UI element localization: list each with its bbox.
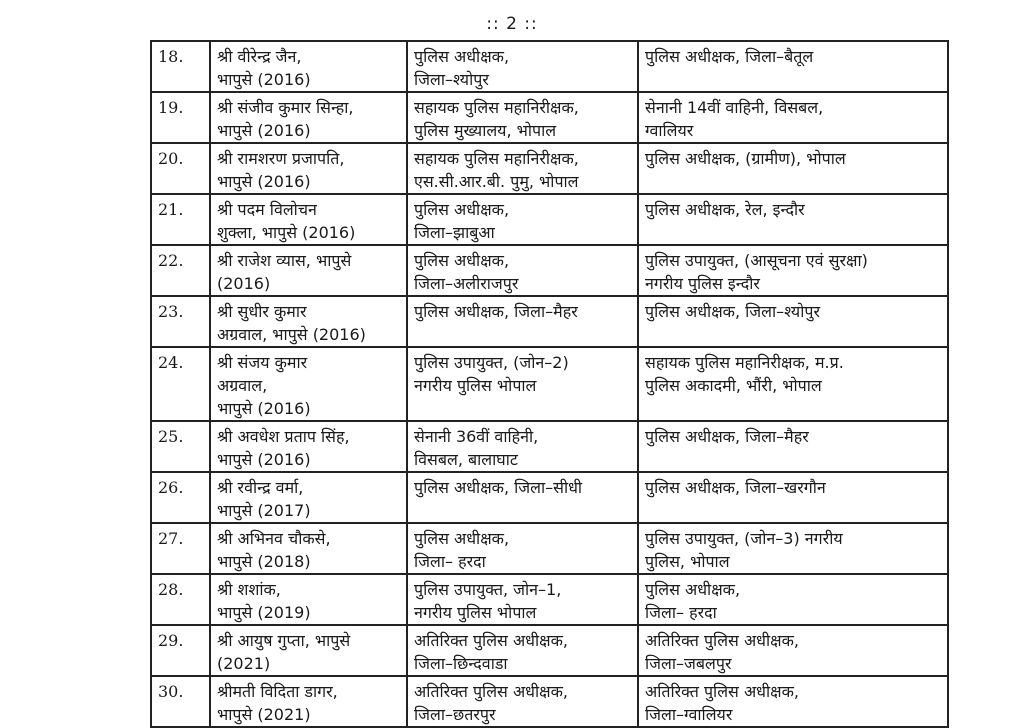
current-posting-cell bbox=[407, 143, 638, 194]
cell-line: सेनानी 36वीं वाहिनी, bbox=[414, 427, 539, 446]
table-row bbox=[151, 574, 948, 625]
cell-line: पुलिस अधीक्षक, जिला–सीधी bbox=[414, 478, 583, 497]
new-posting-cell bbox=[638, 347, 948, 421]
serial-number-cell: 21. bbox=[151, 194, 210, 245]
new-posting-cell bbox=[638, 421, 948, 472]
cell-line: श्री अवधेश प्रताप सिंह, bbox=[217, 427, 350, 446]
serial-number-cell: 20. bbox=[151, 143, 210, 194]
serial-number-cell: 30. bbox=[151, 676, 210, 727]
cell-line: पुलिस अधीक्षक, bbox=[414, 200, 510, 219]
cell-line: सहायक पुलिस महानिरीक्षक, म.प्र. bbox=[645, 353, 844, 372]
cell-line: श्री राजेश व्यास, भापुसे bbox=[217, 251, 352, 270]
cell-line: अग्रवाल, bbox=[217, 376, 268, 395]
cell-line: भापुसे (2016) bbox=[217, 450, 311, 469]
table-row bbox=[151, 676, 948, 727]
cell-line: पुलिस अधीक्षक, रेल, इन्दौर bbox=[645, 200, 805, 219]
cell-line: सहायक पुलिस महानिरीक्षक, bbox=[414, 98, 579, 117]
cell-line: जिला–जबलपुर bbox=[645, 654, 732, 673]
cell-line: शुक्ला, भापुसे (2016) bbox=[217, 223, 356, 242]
cell-line: पुलिस मुख्यालय, भोपाल bbox=[414, 121, 557, 140]
cell-line: पुलिस अधीक्षक, bbox=[414, 47, 510, 66]
officer-name-cell bbox=[210, 472, 407, 523]
serial-number-cell: 25. bbox=[151, 421, 210, 472]
cell-line: अतिरिक्त पुलिस अधीक्षक, bbox=[645, 682, 799, 701]
current-posting-cell bbox=[407, 245, 638, 296]
cell-line: पुलिस अधीक्षक, (ग्रामीण), भोपाल bbox=[645, 149, 846, 168]
cell-line: जिला–अलीराजपुर bbox=[414, 274, 519, 293]
cell-line: श्री रामशरण प्रजापति, bbox=[217, 149, 345, 168]
cell-line: जिला–झाबुआ bbox=[414, 223, 495, 242]
cell-line: पुलिस अधीक्षक, bbox=[414, 251, 510, 270]
cell-line: अतिरिक्त पुलिस अधीक्षक, bbox=[645, 631, 799, 650]
cell-line: श्री रवीन्द्र वर्मा, bbox=[217, 478, 304, 497]
officer-name-cell bbox=[210, 194, 407, 245]
cell-line: भापुसे (2018) bbox=[217, 552, 311, 571]
cell-line: नगरीय पुलिस इन्दौर bbox=[645, 274, 760, 293]
cell-line: जिला–ग्वालियर bbox=[645, 705, 733, 724]
officer-name-cell bbox=[210, 676, 407, 727]
serial-number-cell: 19. bbox=[151, 92, 210, 143]
cell-line: पुलिस उपायुक्त, (जोन–3) नगरीय bbox=[645, 529, 843, 548]
officer-name-cell bbox=[210, 523, 407, 574]
officer-name-cell bbox=[210, 41, 407, 92]
new-posting-cell bbox=[638, 523, 948, 574]
cell-line: श्री संजय कुमार bbox=[217, 353, 308, 372]
officer-name-cell bbox=[210, 625, 407, 676]
table-row bbox=[151, 143, 948, 194]
table-row bbox=[151, 41, 948, 92]
cell-line: भापुसे (2019) bbox=[217, 603, 311, 622]
cell-line: भापुसे (2016) bbox=[217, 172, 311, 191]
cell-line: भापुसे (2016) bbox=[217, 70, 311, 89]
officer-name-cell bbox=[210, 296, 407, 347]
current-posting-cell bbox=[407, 194, 638, 245]
cell-line: श्री संजीव कुमार सिन्हा, bbox=[217, 98, 354, 117]
cell-line: पुलिस अधीक्षक, bbox=[645, 580, 741, 599]
cell-line: विसबल, बालाघाट bbox=[414, 450, 518, 469]
serial-number-cell: 22. bbox=[151, 245, 210, 296]
current-posting-cell bbox=[407, 347, 638, 421]
cell-line: पुलिस अधीक्षक, जिला–श्योपुर bbox=[645, 302, 820, 321]
current-posting-cell bbox=[407, 92, 638, 143]
table-row bbox=[151, 347, 948, 421]
table-row bbox=[151, 245, 948, 296]
cell-line: एस.सी.आर.बी. पुमु, भोपाल bbox=[414, 172, 579, 191]
serial-number-cell: 26. bbox=[151, 472, 210, 523]
table-row bbox=[151, 625, 948, 676]
cell-line: भापुसे (2016) bbox=[217, 399, 311, 418]
new-posting-cell bbox=[638, 143, 948, 194]
new-posting-cell bbox=[638, 625, 948, 676]
table-row bbox=[151, 194, 948, 245]
cell-line: अग्रवाल, भापुसे (2016) bbox=[217, 325, 366, 344]
serial-number-cell: 23. bbox=[151, 296, 210, 347]
serial-number-cell: 18. bbox=[151, 41, 210, 92]
officer-name-cell bbox=[210, 245, 407, 296]
new-posting-cell bbox=[638, 676, 948, 727]
cell-line: अतिरिक्त पुलिस अधीक्षक, bbox=[414, 682, 568, 701]
cell-line: पुलिस अकादमी, भौंरी, भोपाल bbox=[645, 376, 822, 395]
cell-line: श्री आयुष गुप्ता, भापुसे bbox=[217, 631, 351, 650]
new-posting-cell bbox=[638, 296, 948, 347]
current-posting-cell bbox=[407, 296, 638, 347]
cell-line: जिला– हरदा bbox=[414, 552, 486, 571]
current-posting-cell bbox=[407, 472, 638, 523]
transfer-order-table bbox=[150, 40, 949, 728]
cell-line: पुलिस अधीक्षक, जिला–मैहर bbox=[645, 427, 809, 446]
cell-line: सेनानी 14वीं वाहिनी, विसबल, bbox=[645, 98, 824, 117]
current-posting-cell bbox=[407, 41, 638, 92]
cell-line: जिला– हरदा bbox=[645, 603, 717, 622]
cell-line: श्रीमती विदिता डागर, bbox=[217, 682, 338, 701]
serial-number-cell: 27. bbox=[151, 523, 210, 574]
officer-name-cell bbox=[210, 92, 407, 143]
new-posting-cell bbox=[638, 194, 948, 245]
new-posting-cell bbox=[638, 92, 948, 143]
current-posting-cell bbox=[407, 676, 638, 727]
table-row bbox=[151, 92, 948, 143]
cell-line: जिला–छतरपुर bbox=[414, 705, 496, 724]
cell-line: नगरीय पुलिस भोपाल bbox=[414, 376, 537, 395]
cell-line: भापुसे (2017) bbox=[217, 501, 311, 520]
page-number: :: 2 :: bbox=[486, 14, 538, 34]
current-posting-cell bbox=[407, 523, 638, 574]
new-posting-cell bbox=[638, 41, 948, 92]
current-posting-cell bbox=[407, 421, 638, 472]
table-body bbox=[151, 41, 948, 727]
current-posting-cell bbox=[407, 574, 638, 625]
cell-line: पुलिस, भोपाल bbox=[645, 552, 730, 571]
table-row bbox=[151, 523, 948, 574]
cell-line: पुलिस उपायुक्त, (आसूचना एवं सुरक्षा) bbox=[645, 251, 868, 270]
cell-line: पुलिस उपायुक्त, जोन–1, bbox=[414, 580, 562, 599]
officer-name-cell bbox=[210, 421, 407, 472]
cell-line: जिला–श्योपुर bbox=[414, 70, 489, 89]
cell-line: सहायक पुलिस महानिरीक्षक, bbox=[414, 149, 579, 168]
cell-line: भापुसे (2021) bbox=[217, 705, 311, 724]
cell-line: पुलिस अधीक्षक, जिला–मैहर bbox=[414, 302, 578, 321]
cell-line: श्री अभिनव चौकसे, bbox=[217, 529, 331, 548]
serial-number-cell: 29. bbox=[151, 625, 210, 676]
new-posting-cell bbox=[638, 245, 948, 296]
cell-line: (2021) bbox=[217, 654, 271, 673]
table-row bbox=[151, 421, 948, 472]
cell-line: नगरीय पुलिस भोपाल bbox=[414, 603, 537, 622]
cell-line: पुलिस उपायुक्त, (जोन–2) bbox=[414, 353, 569, 372]
cell-line: श्री शशांक, bbox=[217, 580, 281, 599]
current-posting-cell bbox=[407, 625, 638, 676]
cell-line: पुलिस अधीक्षक, जिला–बैतूल bbox=[645, 47, 814, 66]
table-row bbox=[151, 472, 948, 523]
cell-line: (2016) bbox=[217, 274, 271, 293]
new-posting-cell bbox=[638, 574, 948, 625]
new-posting-cell bbox=[638, 472, 948, 523]
cell-line: पुलिस अधीक्षक, bbox=[414, 529, 510, 548]
cell-line: ग्वालियर bbox=[645, 121, 694, 140]
cell-line: श्री पदम विलोचन bbox=[217, 200, 317, 219]
table-row bbox=[151, 296, 948, 347]
cell-line: जिला–छिन्दवाडा bbox=[414, 654, 508, 673]
officer-name-cell bbox=[210, 143, 407, 194]
cell-line: भापुसे (2016) bbox=[217, 121, 311, 140]
cell-line: श्री सुधीर कुमार bbox=[217, 302, 307, 321]
cell-line: पुलिस अधीक्षक, जिला–खरगौन bbox=[645, 478, 826, 497]
serial-number-cell: 24. bbox=[151, 347, 210, 421]
serial-number-cell: 28. bbox=[151, 574, 210, 625]
cell-line: अतिरिक्त पुलिस अधीक्षक, bbox=[414, 631, 568, 650]
officer-name-cell bbox=[210, 574, 407, 625]
cell-line: श्री वीरेन्द्र जैन, bbox=[217, 47, 302, 66]
officer-name-cell bbox=[210, 347, 407, 421]
